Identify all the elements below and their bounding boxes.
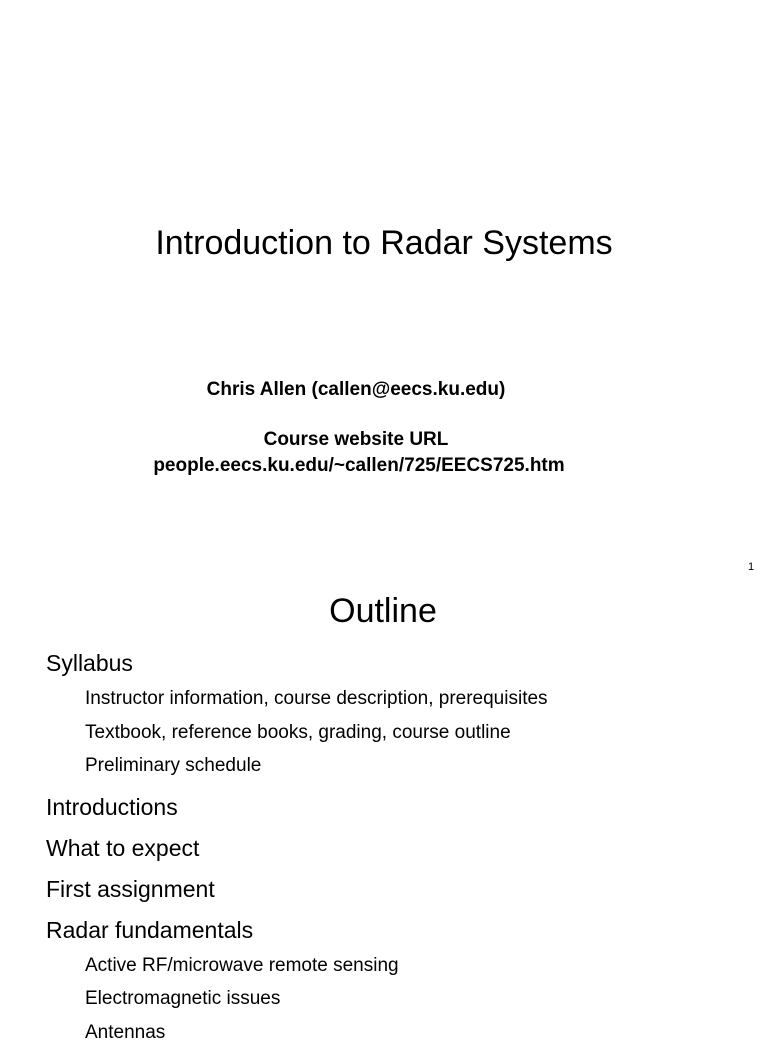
slide-2 xyxy=(0,580,768,1024)
outline-subitem: Electromagnetic issues xyxy=(85,982,548,1016)
slide-title: Introduction to Radar Systems xyxy=(0,221,768,265)
outline-item xyxy=(46,790,548,824)
outline-subitem: Instructor information, course description, prerequisites xyxy=(85,682,548,716)
outline-subitem: Active RF/microwave remote sensing xyxy=(85,949,548,983)
outline-subitem: Preliminary schedule xyxy=(85,749,548,783)
outline-item xyxy=(46,872,548,906)
outline-subitem: Textbook, reference books, grading, course outline xyxy=(85,716,548,750)
outline-list xyxy=(46,646,548,1049)
outline-item xyxy=(46,831,548,865)
outline-item-label: What to expect xyxy=(46,831,548,865)
outline-item-label: Syllabus xyxy=(46,646,548,680)
outline-item-label: Introductions xyxy=(46,790,548,824)
outline-item xyxy=(46,913,548,1049)
outline-item-label: First assignment xyxy=(46,872,548,906)
course-website-url: people.eecs.ku.edu/~callen/725/EECS725.htm xyxy=(0,453,718,479)
outline-subitem: Antennas xyxy=(85,1016,548,1049)
outline-sublist xyxy=(46,682,548,783)
course-website-label: Course website URL xyxy=(0,427,712,453)
author-contact: Chris Allen (callen@eecs.ku.edu) xyxy=(0,377,712,403)
outline-item xyxy=(46,646,548,783)
outline-sublist xyxy=(46,949,548,1049)
outline-title: Outline xyxy=(0,589,766,633)
page-number: 1 xyxy=(748,560,754,574)
outline-item-label: Radar fundamentals xyxy=(46,913,548,947)
